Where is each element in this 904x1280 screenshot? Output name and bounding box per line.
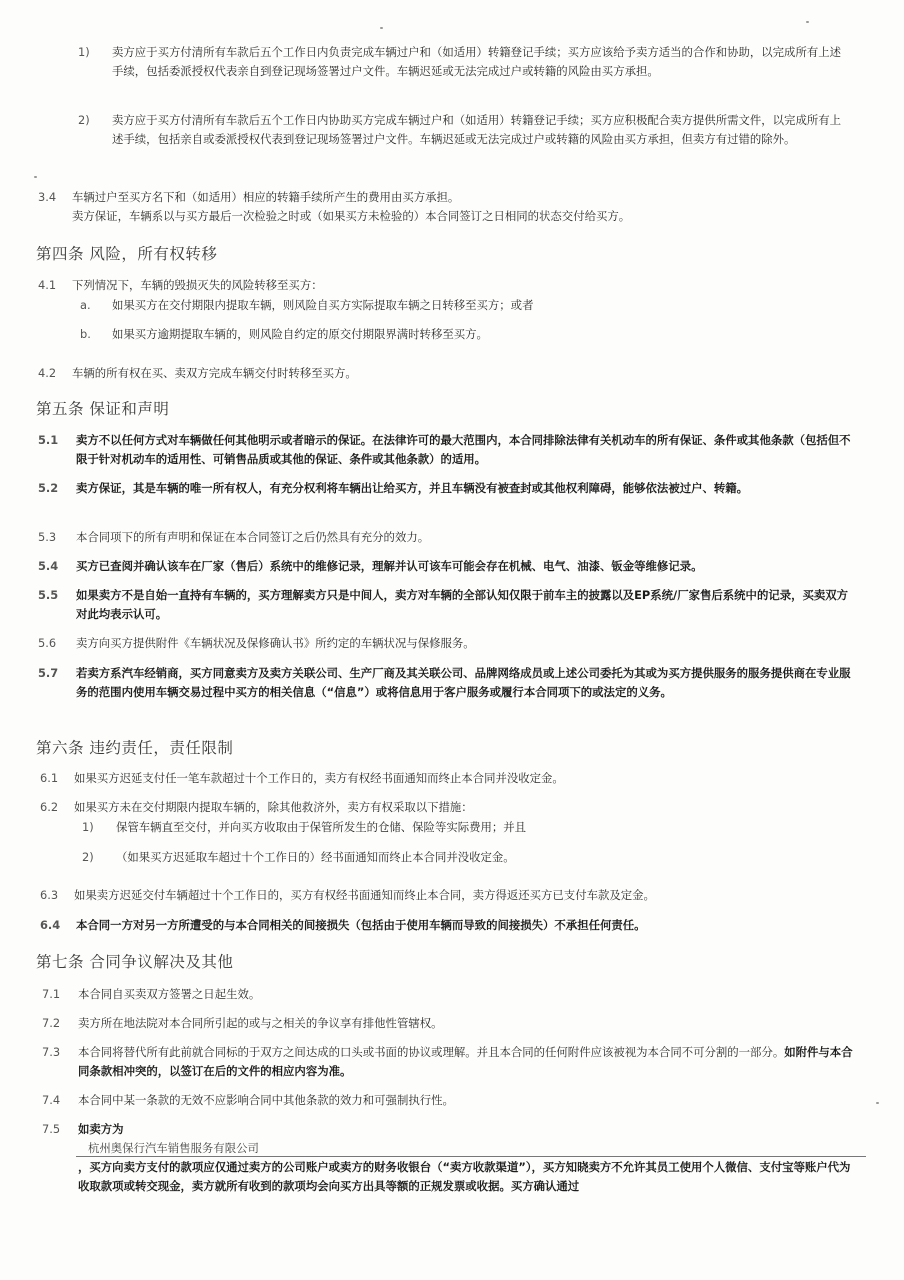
- clause-number: 5.5: [38, 588, 59, 602]
- clause-4-1-a: [80, 296, 860, 315]
- clause-text: 卖方不以任何方式对车辆做任何其他明示或者暗示的保证。在法律许可的最大范围内，本合同排除法律有关机动车的所有保证、条件或其他条款（包括但不限于针对机动车的适用性、可销售品质或其他的保证、条件或其他条款）的适用。: [76, 433, 851, 466]
- clause-text: 卖方应于买方付清所有车款后五个工作日内负责完成车辆过户和（如适用）转籍登记手续；买方应该给予卖方适当的合作和协助，以完成所有上述手续，包括委派授权代表亲自到登记现场签署过户文件。车辆迟延或无法完成过户或转籍的风险由买方承担。: [112, 45, 842, 78]
- clause-7-1: [42, 985, 860, 1004]
- clause-text-normal: 本合同将替代所有此前就合同标的于双方之间达成的口头或书面的协议或理解。并且本合同的任何附件应该被视为本合同不可分割的一部分。: [78, 1045, 785, 1059]
- clause-text: 保管车辆直至交付，并向买方收取由于保管所发生的仓储、保险等实际费用；并且: [116, 820, 527, 834]
- clause-6-2-sub-1: [82, 818, 862, 837]
- clause-5-5: [38, 586, 858, 624]
- clause-number: 4.1: [38, 278, 57, 292]
- clause-number: b.: [80, 327, 91, 341]
- clause-number: 5.1: [38, 433, 59, 447]
- clause-text: 如果买方逾期提取车辆的，则风险自约定的原交付期限界满时转移至买方。: [112, 327, 488, 341]
- seller-label: 如卖方为: [78, 1122, 124, 1136]
- clause-6-4: [40, 916, 860, 935]
- clause-7-2: [42, 1014, 860, 1033]
- clause-number: 2): [78, 113, 90, 127]
- clause-text-line2: 卖方保证，车辆系以与买方最后一次检验之时或（如果买方未检验的）本合同签订之日相同的状态交付给买方。: [72, 209, 631, 223]
- clause-text: 若卖方系汽车经销商，买方同意卖方及卖方关联公司、生产厂商及其关联公司、品牌网络成员或上述公司委托为其或为买方提供服务的服务提供商在专业服务的范围内使用车辆交易过程中买方的相关信息（“信息”）或将信息用于客户服务或履行本合同项下的或法定的义务。: [76, 666, 851, 699]
- clause-text: 卖方所在地法院对本合同所引起的或与之相关的争议享有排他性管辖权。: [78, 1016, 443, 1030]
- clause-number: 5.7: [38, 666, 59, 680]
- clause-text: 如果买方在交付期限内提取车辆，则风险自买方实际提取车辆之日转移至买方；或者: [112, 298, 534, 312]
- clause-6-3: [40, 886, 860, 905]
- clause-text: ，买方向卖方支付的款项应仅通过卖方的公司账户或卖方的财务收银台（“卖方收款渠道”），买方知晓卖方不允许其员工使用个人微信、支付宝等账户代为收取款项或转交现金，卖方就所有收到的款项均会向买方出具等额的正规发票或收据。买方确认通过: [78, 1160, 851, 1193]
- scan-speck: [380, 27, 383, 29]
- clause-text: 本合同自买卖双方签署之日起生效。: [78, 987, 261, 1001]
- clause-number: 7.4: [42, 1093, 61, 1107]
- clause-text: 本合同项下的所有声明和保证在本合同签订之后仍然具有充分的效力。: [76, 530, 430, 544]
- clause-number: 5.6: [38, 636, 57, 650]
- clause-7-4: [42, 1091, 860, 1110]
- clause-7-5-text: [78, 1158, 858, 1196]
- section-5-heading: 第五条 保证和声明: [36, 400, 170, 418]
- clause-4-1-b: [80, 325, 860, 344]
- clause-text: 卖方保证，其是车辆的唯一所有权人，有充分权利将车辆出让给买方，并且车辆没有被查封或其他权利障碍，能够依法被过户、转籍。: [76, 481, 749, 495]
- scan-speck: [34, 176, 37, 178]
- clause-number: 6.2: [40, 800, 59, 814]
- clause-7-5: [42, 1120, 860, 1158]
- clause-7-3: [42, 1043, 860, 1081]
- clause-text: （如果买方迟延取车超过十个工作日的）经书面通知而终止本合同并没收定金。: [116, 850, 515, 864]
- clause-number: 7.3: [42, 1045, 61, 1059]
- clause-number: 7.5: [42, 1122, 61, 1136]
- seller-company-name: 杭州奥保行汽车销售服务有限公司: [88, 1141, 259, 1155]
- clause-text: 买方已查阅并确认该车在厂家（售后）系统中的维修记录，理解并认可该车可能会存在机械、电气、油漆、钣金等维修记录。: [76, 559, 703, 573]
- clause-number: 4.2: [38, 366, 57, 380]
- clause-number: 7.1: [42, 987, 61, 1001]
- clause-text: 如果买方未在交付期限内提取车辆的，除其他救济外，卖方有权采取以下措施：: [74, 800, 473, 814]
- clause-text: 车辆的所有权在买、卖双方完成车辆交付时转移至买方。: [72, 366, 357, 380]
- clause-text: 下列情况下，车辆的毁损灭失的风险转移至买方：: [72, 278, 323, 292]
- clause-number: 1): [82, 820, 94, 834]
- clause-5-1: [38, 431, 858, 469]
- clause-4-1: [38, 276, 858, 295]
- clause-text-line1: 车辆过户至买方名下和（如适用）相应的转籍手续所产生的费用由买方承担。: [72, 190, 460, 204]
- clause-number: 2): [82, 850, 94, 864]
- clause-text: 如果卖方迟延交付车辆超过十个工作日的，买方有权经书面通知而终止本合同，卖方得返还买方已支付车款及定金。: [74, 888, 655, 902]
- clause-number: 6.1: [40, 771, 59, 785]
- clause-text-bold: 如附件与本合同条款相冲突的，以签订在后的文件的相应内容为准。: [78, 1045, 853, 1078]
- clause-5-4: [38, 557, 858, 576]
- clause-4-2: [38, 364, 858, 383]
- clause-text: 如果买方迟延支付任一笔车款超过十个工作日的，卖方有权经书面通知而终止本合同并没收定金。: [74, 771, 564, 785]
- clause-number: 5.2: [38, 481, 59, 495]
- section-7-heading: 第七条 合同争议解决及其他: [36, 953, 234, 971]
- clause-3-sub-1: [78, 43, 852, 81]
- clause-3-sub-2: [78, 111, 852, 149]
- clause-number: 1): [78, 45, 90, 59]
- clause-number: 5.3: [38, 530, 57, 544]
- clause-number: 5.4: [38, 559, 59, 573]
- clause-text: [78, 1043, 860, 1081]
- section-6-heading: 第六条 违约责任，责任限制: [36, 739, 234, 757]
- clause-text: 卖方应于买方付清所有车款后五个工作日内协助买方完成车辆过户和（如适用）转籍登记手续；买方应积极配合卖方提供所需文件，以完成所有上述手续，包括亲自或委派授权代表到登记现场签署过户文件。车辆迟延或无法完成过户或转籍的风险由买方承担，但卖方有过错的除外。: [112, 113, 842, 146]
- clause-3-4: [38, 188, 858, 226]
- clause-5-6: [38, 634, 858, 653]
- clause-text: 本合同一方对另一方所遭受的与本合同相关的间接损失（包括由于使用车辆而导致的间接损失）不承担任何责任。: [76, 918, 646, 932]
- clause-5-7: [38, 664, 858, 702]
- clause-number: 6.4: [40, 918, 61, 932]
- clause-5-2: [38, 479, 858, 498]
- company-underline: [76, 1156, 866, 1157]
- clause-6-2: [40, 798, 860, 817]
- clause-text: 本合同中某一条款的无效不应影响合同中其他条款的效力和可强制执行性。: [78, 1093, 454, 1107]
- scan-speck: [806, 21, 809, 23]
- clause-5-3: [38, 528, 858, 547]
- clause-number: 7.2: [42, 1016, 61, 1030]
- clause-text: 卖方向买方提供附件《车辆状况及保修确认书》所约定的车辆状况与保修服务。: [76, 636, 475, 650]
- clause-number: a.: [80, 298, 91, 312]
- clause-6-1: [40, 769, 860, 788]
- clause-number: 6.3: [40, 888, 59, 902]
- section-4-heading: 第四条 风险，所有权转移: [36, 245, 218, 263]
- clause-text: 如果卖方不是自始一直持有车辆的，买方理解卖方只是中间人，卖方对车辆的全部认知仅限于前车主的披露以及EP系统/厂家售后系统中的记录，买卖双方对此均表示认可。: [76, 588, 849, 621]
- scan-speck: [876, 1102, 879, 1104]
- clause-number: 3.4: [38, 190, 57, 204]
- clause-6-2-sub-2: [82, 848, 862, 867]
